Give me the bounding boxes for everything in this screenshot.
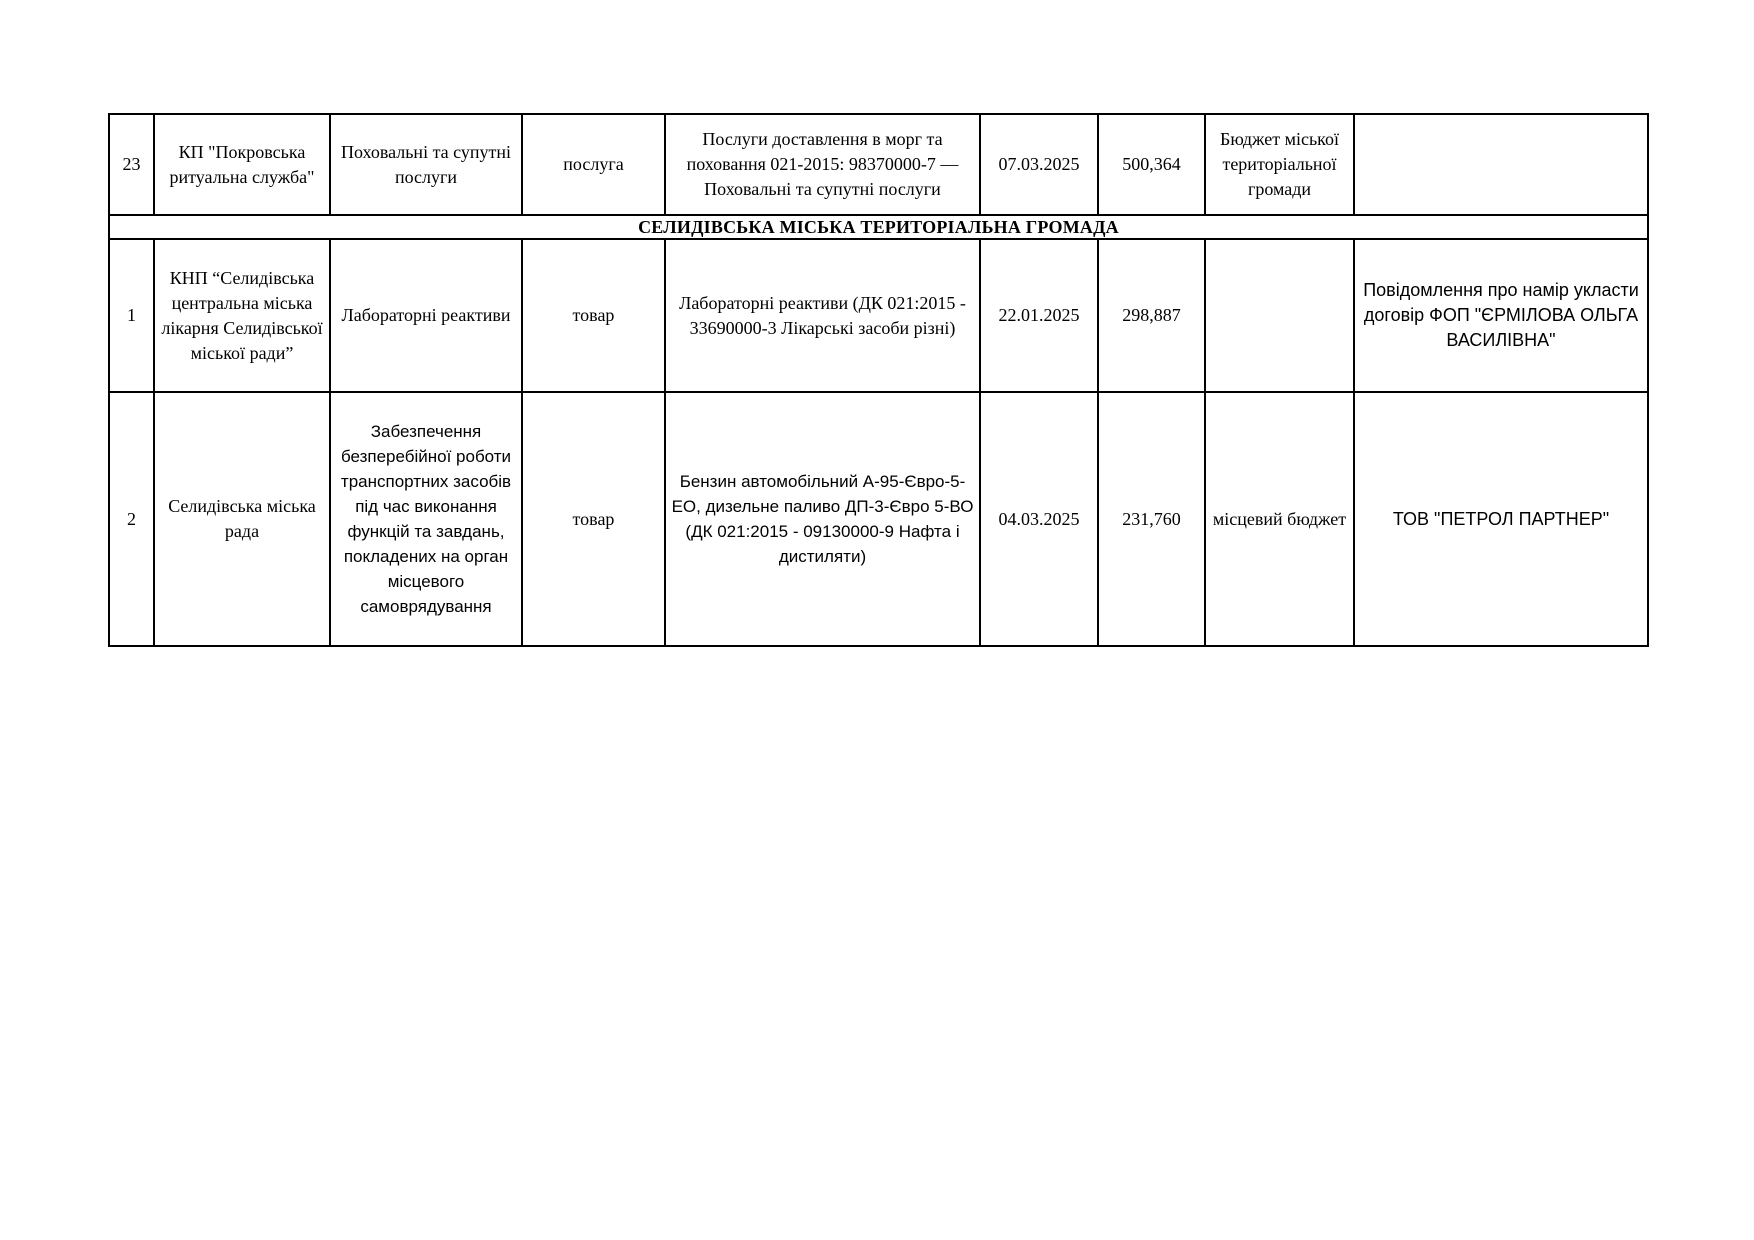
notes-cell xyxy=(1354,114,1648,215)
customer-cell: КП "Покровська ритуальна служба" xyxy=(154,114,330,215)
customer-cell: Селидівська міська рада xyxy=(154,392,330,646)
subject-cell: Забезпечення безперебійної роботи транспортних засобів під час виконання функцій та завдань, покладених на орган місцевого самоврядування xyxy=(330,392,522,646)
notes-cell: Повідомлення про намір укласти договір ФОП "ЄРМІЛОВА ОЛЬГА ВАСИЛІВНА" xyxy=(1354,239,1648,392)
subject-cell: Лабораторні реактиви xyxy=(330,239,522,392)
funding-cell: місцевий бюджет xyxy=(1205,392,1354,646)
item-cell: Послуги доставлення в морг та поховання 021-2015: 98370000-7 — Поховальні та супутні послуги xyxy=(665,114,980,215)
subject-cell: Поховальні та супутні послуги xyxy=(330,114,522,215)
amount-cell: 231,760 xyxy=(1098,392,1205,646)
row-number: 2 xyxy=(109,392,154,646)
notes-cell: ТОВ "ПЕТРОЛ ПАРТНЕР" xyxy=(1354,392,1648,646)
funding-cell: Бюджет міської територіальної громади xyxy=(1205,114,1354,215)
amount-cell: 500,364 xyxy=(1098,114,1205,215)
type-cell: товар xyxy=(522,392,665,646)
row-number: 1 xyxy=(109,239,154,392)
item-cell: Лабораторні реактиви (ДК 021:2015 - 33690000-3 Лікарські засоби різні) xyxy=(665,239,980,392)
table-row xyxy=(109,392,1648,646)
type-cell: товар xyxy=(522,239,665,392)
funding-cell xyxy=(1205,239,1354,392)
row-number: 23 xyxy=(109,114,154,215)
type-cell: послуга xyxy=(522,114,665,215)
table-row xyxy=(109,114,1648,215)
date-cell: 22.01.2025 xyxy=(980,239,1098,392)
table-row xyxy=(109,239,1648,392)
date-cell: 07.03.2025 xyxy=(980,114,1098,215)
section-title: СЕЛИДІВСЬКА МІСЬКА ТЕРИТОРІАЛЬНА ГРОМАДА xyxy=(109,215,1648,239)
date-cell: 04.03.2025 xyxy=(980,392,1098,646)
procurement-table xyxy=(108,113,1649,647)
amount-cell: 298,887 xyxy=(1098,239,1205,392)
item-cell: Бензин автомобільний А-95-Євро-5-ЕО, дизельне паливо ДП-3-Євро 5-ВО (ДК 021:2015 - 09130000-9 Нафта і дистиляти) xyxy=(665,392,980,646)
section-header-row xyxy=(109,215,1648,239)
customer-cell: КНП “Селидівська центральна міська лікарня Селидівської міської ради” xyxy=(154,239,330,392)
